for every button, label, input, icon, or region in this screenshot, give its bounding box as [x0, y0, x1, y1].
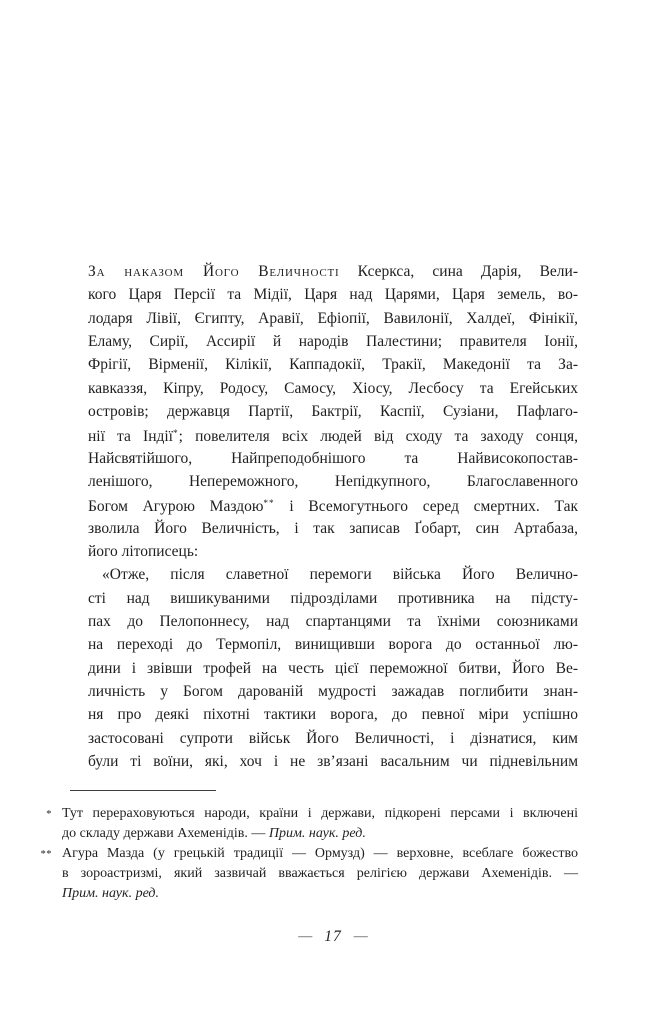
text-line: [88, 563, 578, 586]
text-segment: були ті воїни, які, хоч і не зв’язані васальним чи підневільним: [88, 752, 578, 770]
text-line: [88, 517, 578, 540]
text-line: [88, 470, 578, 493]
text-line: [88, 260, 578, 283]
text-line: [88, 447, 578, 470]
text-segment: ; повелителя всіх людей від сходу та заходу сонця,: [178, 428, 578, 446]
footnote-reference: **: [263, 499, 275, 510]
page-footer: [88, 927, 578, 947]
text-segment: Богом Агурою Маздою: [88, 498, 264, 516]
text-segment: личність у Богом дарованій мудрості зажадав поглибити знан-: [88, 682, 578, 700]
text-line: [88, 377, 578, 400]
text-line: [62, 824, 578, 844]
text-segment: Тут перераховуються народи, країни і держави, підкорені персами і включені: [62, 806, 578, 821]
text-segment: островів; державця Партії, Бактрії, Каспії, Сузіани, Пафлаго-: [88, 402, 578, 420]
text-segment: дини і звівши трофей на честь цієї переможної битви, Його Ве-: [88, 659, 578, 677]
text-line: [88, 400, 578, 423]
text-segment: до складу держави Ахеменідів. —: [62, 826, 269, 841]
text-line: [88, 750, 578, 773]
footnote-marker: *: [46, 809, 52, 820]
text-line: [62, 884, 578, 904]
text-line: [88, 727, 578, 750]
text-line: [88, 703, 578, 726]
footnote: [40, 844, 578, 904]
text-line: [88, 657, 578, 680]
text-segment: нії та Індії: [88, 428, 173, 446]
text-line: [88, 283, 578, 306]
footnotes-block: [40, 804, 578, 904]
text-line: [88, 540, 578, 563]
text-segment: ленішого, Непереможного, Непідкупного, Благославенного: [88, 472, 578, 490]
text-line: [62, 844, 578, 864]
text-line: [88, 353, 578, 376]
text-line: [88, 493, 578, 516]
footnote-reference: *: [173, 429, 179, 440]
text-segment: на переході до Термопіл, винищивши ворога до останньої лю-: [88, 636, 578, 654]
text-line: [88, 307, 578, 330]
text-segment: «Отже, після славетної перемоги війська Його Велично-: [102, 566, 578, 584]
text-segment: Фрігії, Вірменії, Кілікії, Каппадокії, Тракії, Македонії та За-: [88, 356, 578, 374]
text-line: [62, 804, 578, 824]
text-segment: застосовані супроти військ Його Величності, і дізнатися, ким: [88, 729, 578, 747]
text-segment: Найсвятійшого, Найпреподобнішого та Найвисокопостав-: [88, 449, 578, 467]
text-line: [88, 423, 578, 446]
footnote-separator: [70, 790, 216, 791]
text-segment: ня про деякі піхотні тактики ворога, до певної міри успішно: [88, 706, 578, 724]
text-segment: його літописець:: [88, 542, 199, 560]
text-segment: зволила Його Величність, і так записав Ґобарт, син Артабаза,: [88, 519, 578, 537]
smallcaps-text: За наказом Його Величності: [88, 263, 340, 280]
text-segment: лодаря Лівії, Єгипту, Аравії, Ефіопії, Вавилонії, Халдеї, Фінікії,: [88, 309, 578, 327]
text-segment: Ксеркса, сина Дарія, Вели-: [339, 263, 578, 280]
text-line: [62, 864, 578, 884]
text-segment: кого Царя Персії та Мідії, Царя над Царями, Царя земель, во-: [88, 286, 578, 304]
text-line: [88, 680, 578, 703]
footer-dash-right: —: [353, 929, 368, 944]
italic-text: Прим. наук. ред.: [62, 886, 160, 901]
text-segment: пах до Пелопоннесу, над спартанцями та їхніми союзниками: [88, 612, 578, 630]
text-segment: Агура Мазда (у грецькій традиції — Ормузд) — верховне, всеблаге божество: [62, 846, 578, 861]
text-segment: сті над вишикуваними підрозділами противника на підсту-: [88, 589, 578, 607]
footnote-marker: **: [40, 849, 52, 860]
text-segment: в зороастризмі, який зазвичай вважається релігією держави Ахеменідів. —: [62, 866, 578, 881]
text-line: [88, 610, 578, 633]
text-segment: кавказзя, Кіпру, Родосу, Самосу, Хіосу, Лесбосу та Егейських: [88, 379, 578, 397]
text-segment: і Всемогутнього серед смертних. Так: [274, 498, 578, 516]
body-text: [88, 260, 578, 773]
page-number: 17: [324, 928, 342, 945]
text-segment: Еламу, Сирії, Ассирії й народів Палестини; правителя Іонії,: [88, 332, 578, 350]
italic-text: Прим. наук. ред.: [268, 826, 366, 841]
footnote: [46, 804, 578, 844]
text-line: [88, 330, 578, 353]
footer-dash-left: —: [298, 929, 313, 944]
text-line: [88, 587, 578, 610]
text-line: [88, 633, 578, 656]
